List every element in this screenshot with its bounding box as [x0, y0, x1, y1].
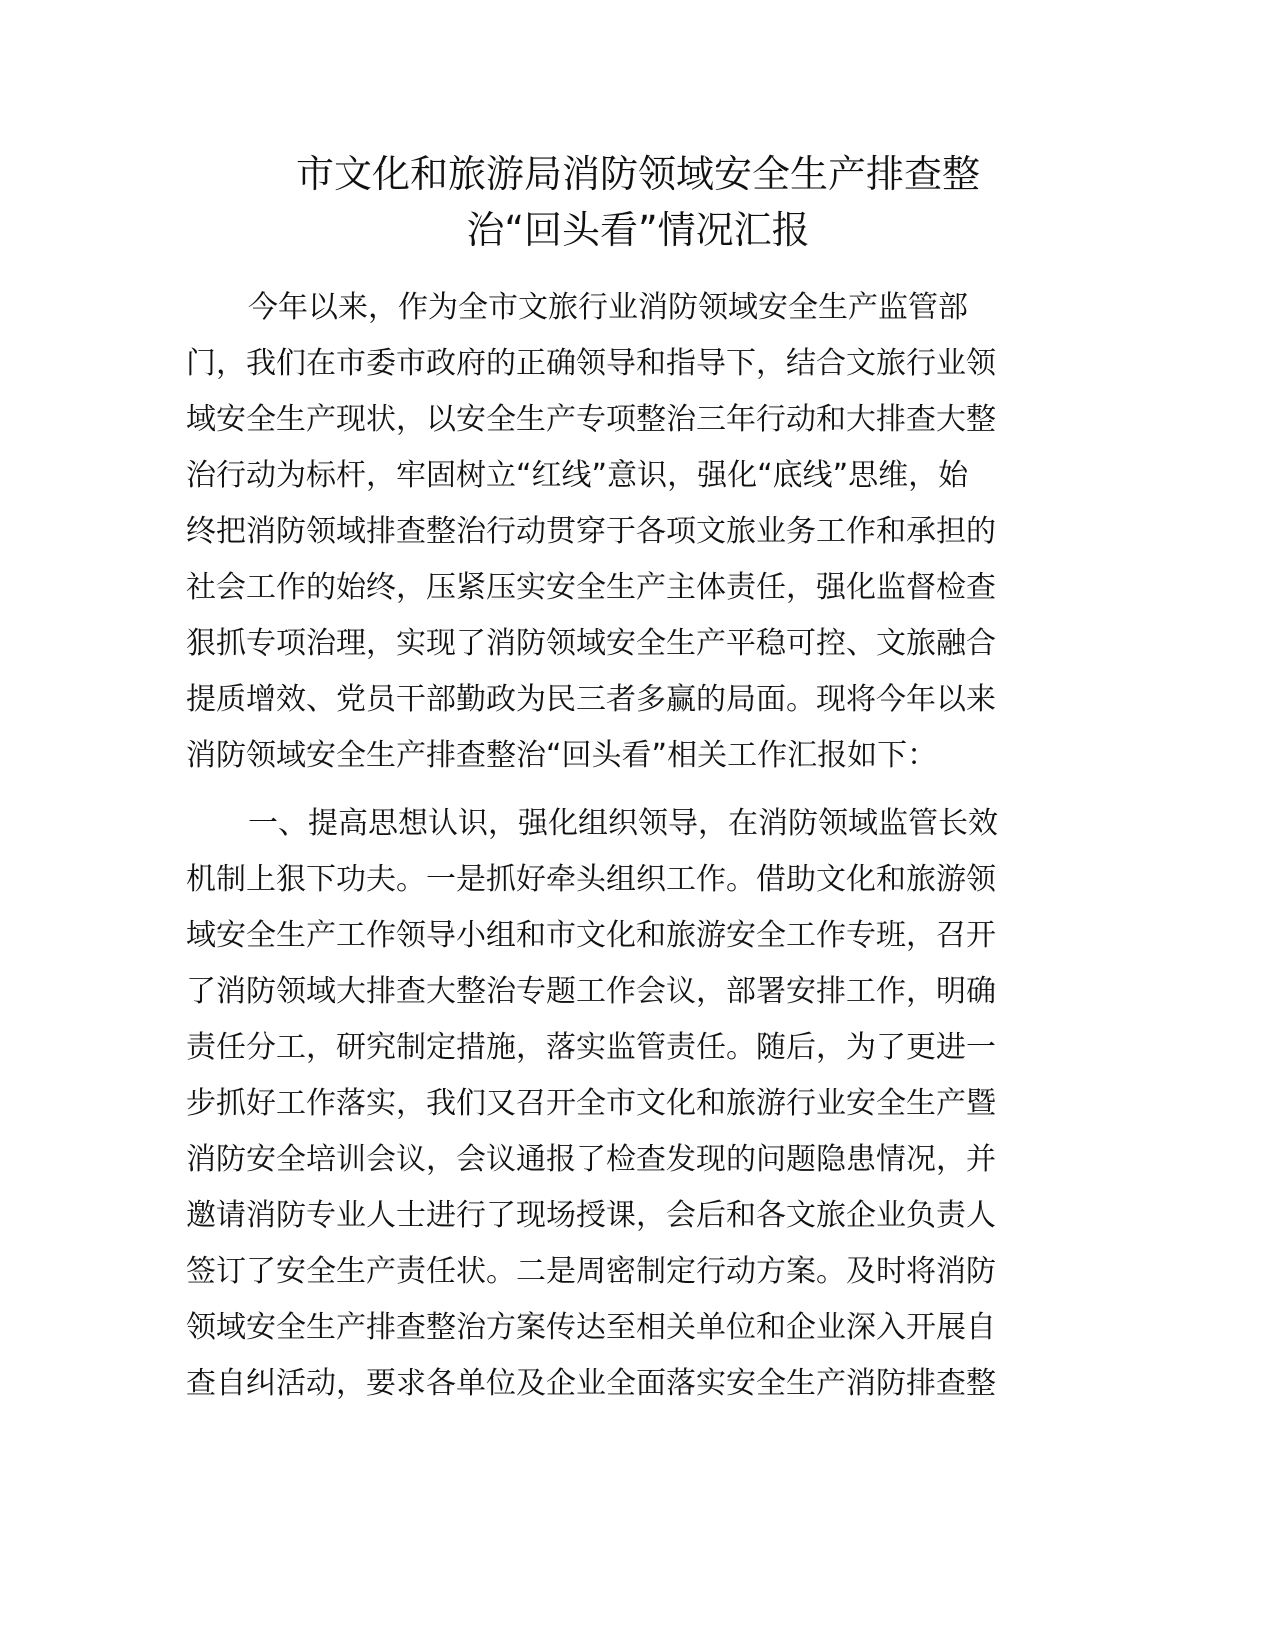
text-line: 邀请消防专业人士进行了现场授课，会后和各文旅企业负责人: [186, 1198, 996, 1233]
text-line: 消防领域安全生产排查整治“回头看”相关工作汇报如下：: [186, 738, 938, 773]
paragraph-section-one: [186, 796, 1090, 1412]
text-line: 今年以来，作为全市文旅行业消防领域安全生产监管部: [248, 290, 968, 325]
text-line: 狠抓专项治理，实现了消防领域安全生产平稳可控、文旅融合: [186, 626, 996, 661]
text-line: 提质增效、党员干部勤政为民三者多赢的局面。现将今年以来: [186, 682, 996, 717]
text-line: 消防安全培训会议，会议通报了检查发现的问题隐患情况，并: [186, 1142, 996, 1177]
text-line: 治行动为标杆，牢固树立“红线”意识，强化“底线”思维，始: [186, 458, 969, 493]
text-line: 查自纠活动，要求各单位及企业全面落实安全生产消防排查整: [186, 1366, 996, 1401]
text-line: 终把消防领域排查整治行动贯穿于各项文旅业务工作和承担的: [186, 514, 996, 549]
text-line: 责任分工，研究制定措施，落实监管责任。随后，为了更进一: [186, 1030, 996, 1065]
text-line: 社会工作的始终，压紧压实安全生产主体责任，强化监督检查: [186, 570, 996, 605]
title-line-1: 市文化和旅游局消防领域安全生产排查整: [295, 152, 980, 196]
document-body: [186, 280, 1090, 1412]
text-line: 域安全生产现状，以安全生产专项整治三年行动和大排查大整: [186, 402, 996, 437]
document-title: [180, 146, 1096, 258]
text-line: 机制上狠下功夫。一是抓好牵头组织工作。借助文化和旅游领: [186, 862, 996, 897]
paragraph-intro: [186, 280, 1090, 784]
text-line: 门，我们在市委市政府的正确领导和指导下，结合文旅行业领: [186, 346, 996, 381]
text-line: 领域安全生产排查整治方案传达至相关单位和企业深入开展自: [186, 1310, 996, 1345]
text-line: 了消防领域大排查大整治专题工作会议，部署安排工作，明确: [186, 974, 996, 1009]
title-line-2: 治“回头看”情况汇报: [466, 208, 810, 252]
text-line: 一、提高思想认识，强化组织领导，在消防领域监管长效: [248, 806, 998, 841]
text-line: 签订了安全生产责任状。二是周密制定行动方案。及时将消防: [186, 1254, 996, 1289]
text-line: 域安全生产工作领导小组和市文化和旅游安全工作专班，召开: [186, 918, 996, 953]
text-line: 步抓好工作落实，我们又召开全市文化和旅游行业安全生产暨: [186, 1086, 996, 1121]
